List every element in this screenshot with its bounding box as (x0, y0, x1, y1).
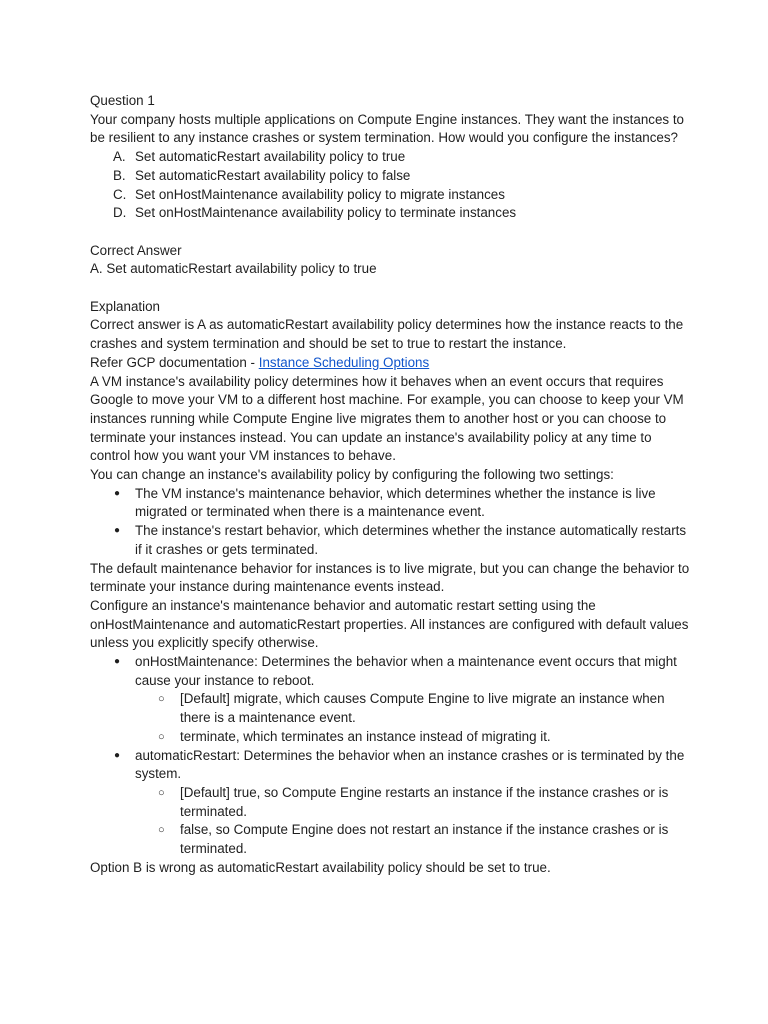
list-item (90, 485, 690, 522)
explanation-paragraph: Configure an instance's maintenance behavior and automatic restart setting using the onHostMaintenance and automaticRestart properties. All instances are configured with default values unless you explicitly specify otherwise. (90, 597, 689, 651)
option-letter: B. (113, 167, 126, 183)
option-a (90, 148, 690, 167)
bullet-circle-icon: ○ (158, 824, 165, 837)
explanation-paragraph: Correct answer is A as automaticRestart availability policy determines how the instance reacts to the crashes and system termination and should be set to true to restart the instance. (90, 317, 684, 352)
instance-scheduling-link[interactable]: Instance Scheduling Options (258, 354, 430, 370)
option-text: Set onHostMaintenance availability policy to terminate instances (135, 205, 517, 221)
list-item-text: onHostMaintenance: Determines the behavior when a maintenance event occurs that might cause your instance to reboot. (135, 654, 677, 688)
option-letter: A. (113, 149, 126, 165)
list-item-text: automaticRestart: Determines the behavior when an instance crashes or is terminated by the system. (135, 747, 685, 782)
option-letter: D. (113, 205, 127, 221)
answer-heading: Correct Answer (90, 242, 182, 258)
bullet-dot-icon: ● (114, 525, 121, 537)
refer-prefix: Refer GCP documentation - (90, 354, 259, 370)
sub-list-item (90, 690, 690, 727)
explanation-paragraph: The default maintenance behavior for instances is to live migrate, but you can change the behavior to terminate your instance during maintenance events instead. (90, 560, 690, 595)
option-d (90, 204, 690, 223)
bullet-dot-icon: ● (114, 656, 121, 668)
bullet-circle-icon: ○ (158, 786, 165, 799)
option-b (90, 167, 690, 186)
bullet-circle-icon: ○ (158, 693, 165, 706)
spacer (90, 223, 690, 242)
answer-text: A. Set automaticRestart availability policy to true (90, 261, 377, 277)
list-item-text: terminate, which terminates an instance instead of migrating it. (180, 728, 551, 744)
spacer (90, 279, 690, 298)
question-title: Question 1 (90, 93, 155, 108)
option-letter: C. (113, 186, 127, 202)
option-text: Set automaticRestart availability policy to true (135, 149, 406, 165)
option-text: Set onHostMaintenance availability policy to migrate instances (135, 186, 505, 202)
explanation-heading: Explanation (90, 298, 160, 314)
bullet-circle-icon: ○ (158, 730, 165, 743)
sub-list-item (90, 784, 690, 821)
document-body (90, 92, 690, 878)
list-item-text: [Default] migrate, which causes Compute Engine to live migrate an instance when there is a maintenance event. (180, 691, 665, 726)
sub-list-item (90, 728, 690, 747)
list-item-text: false, so Compute Engine does not restart an instance if the instance crashes or is terminated. (180, 822, 669, 857)
question-text: Your company hosts multiple applications on Compute Engine instances. They want the instances to be resilient to any instance crashes or system termination. How would you configure the instances? (90, 111, 684, 146)
bullet-dot-icon: ● (114, 749, 121, 761)
list-item (90, 747, 690, 784)
sub-list-item (90, 821, 690, 858)
bullet-dot-icon: ● (114, 487, 121, 499)
list-item-text: [Default] true, so Compute Engine restarts an instance if the instance crashes or is terminated. (180, 784, 669, 819)
explanation-paragraph: You can change an instance's availability policy by configuring the following two settings: (90, 467, 614, 483)
explanation-paragraph: Option B is wrong as automaticRestart availability policy should be set to true. (90, 859, 551, 875)
option-c (90, 186, 690, 205)
list-item-text: The instance's restart behavior, which determines whether the instance automatically restarts if it crashes or gets terminated. (135, 523, 687, 557)
list-item-text: The VM instance's maintenance behavior, which determines whether the instance is live migrated or terminated when there is a maintenance event. (135, 485, 656, 520)
list-item (90, 653, 690, 690)
refer-line (90, 354, 690, 373)
list-item (90, 522, 690, 559)
option-text: Set automaticRestart availability policy to false (135, 167, 411, 183)
explanation-paragraph: A VM instance's availability policy determines how it behaves when an event occurs that requires Google to move your VM to a different host machine. For example, you can choose to keep your VM instances running while Compute Engine live migrates them to another host or you can choose to terminate your instances instead. You can update an instance's availability policy at any time to control how you want your VM instances to behave. (90, 373, 684, 464)
